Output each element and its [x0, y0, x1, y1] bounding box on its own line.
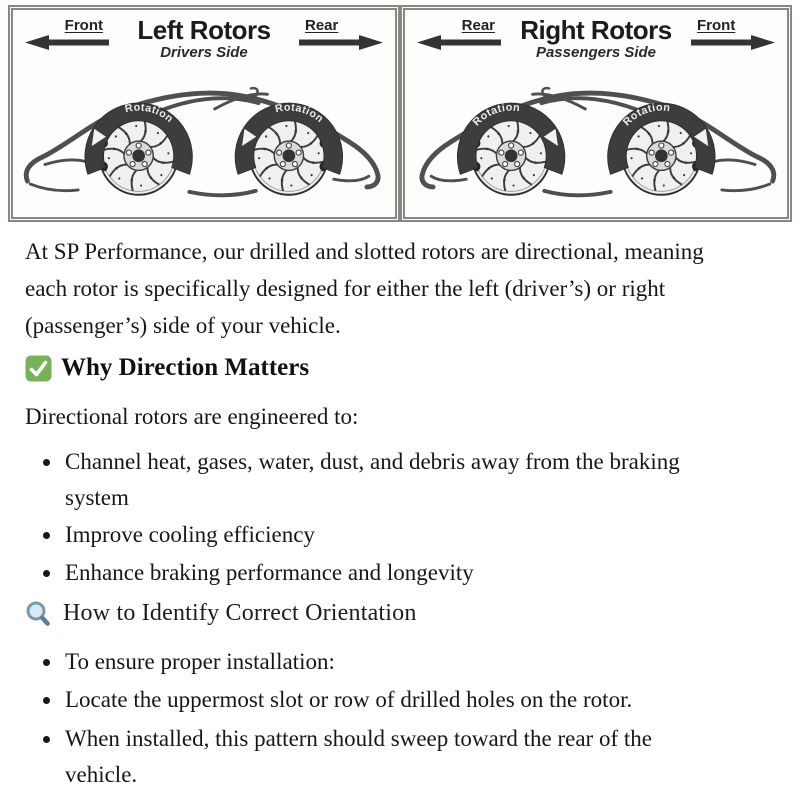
- front-arrow-icon: [691, 35, 775, 50]
- why-direction-matters-heading: [25, 354, 775, 382]
- rear-label: Rear: [305, 17, 339, 34]
- rear-direction-label: [299, 17, 385, 50]
- list-item: • Improve cooling efficiency: [63, 517, 725, 553]
- right-panel-header: [405, 10, 787, 66]
- list-item: • Channel heat, gases, water, dust, and debris away from the braking system: [63, 444, 725, 515]
- rear-direction-label: [415, 17, 501, 50]
- list-item: • To ensure proper installation:: [63, 644, 725, 680]
- front-label: Front: [64, 17, 103, 34]
- right-panel-titlebox: [501, 17, 691, 61]
- panel-title: Left Rotors: [137, 15, 271, 45]
- rear-arrow-icon: [417, 35, 501, 50]
- left-panel-header: [13, 10, 395, 66]
- panel-title: Right Rotors: [520, 15, 672, 45]
- engineered-to-lead: Directional rotors are engineered to:: [25, 404, 359, 430]
- identify-orientation-heading: [25, 600, 775, 628]
- magnifying-glass-icon: [25, 600, 52, 628]
- why-bullet-list: [25, 444, 725, 591]
- page: [0, 5, 800, 792]
- list-item: • Locate the uppermost slot or row of drilled holes on the rotor.: [63, 682, 725, 718]
- left-panel-titlebox: [109, 17, 299, 61]
- rear-label: Rear: [461, 17, 495, 34]
- heading-text: How to Identify Correct Orientation: [63, 600, 417, 627]
- right-rotors-panel: [400, 5, 792, 222]
- front-direction-label: [691, 17, 777, 50]
- front-wheel-rotor: [608, 101, 715, 194]
- front-arrow-icon: [25, 35, 109, 50]
- rotor-direction-diagram: [8, 5, 792, 222]
- intro-paragraph: At SP Performance, our drilled and slotted rotors are directional, meaning each rotor is specifically designed for either the left (driver’s) or right (passenger’s) side of your vehicle.: [25, 239, 704, 338]
- panel-subtitle: Drivers Side: [160, 44, 248, 61]
- list-item: • Enhance braking performance and longevity: [63, 555, 725, 591]
- list-item: • When installed, this pattern should sweep toward the rear of the vehicle.: [63, 721, 725, 792]
- identify-bullet-list: [25, 644, 725, 793]
- left-car-illustration: [13, 66, 395, 217]
- front-direction-label: [23, 17, 109, 50]
- right-car-illustration: [405, 66, 787, 217]
- rear-wheel-rotor: [235, 101, 342, 194]
- article-body: [0, 234, 800, 792]
- rear-arrow-icon: [299, 35, 383, 50]
- panel-subtitle: Passengers Side: [535, 44, 657, 61]
- rear-wheel-rotor: [457, 101, 564, 194]
- front-wheel-rotor: [85, 101, 192, 194]
- heading-text: Why Direction Matters: [61, 354, 310, 382]
- left-rotors-panel: [8, 5, 400, 222]
- check-mark-icon: [25, 355, 52, 382]
- front-label: Front: [697, 17, 736, 34]
